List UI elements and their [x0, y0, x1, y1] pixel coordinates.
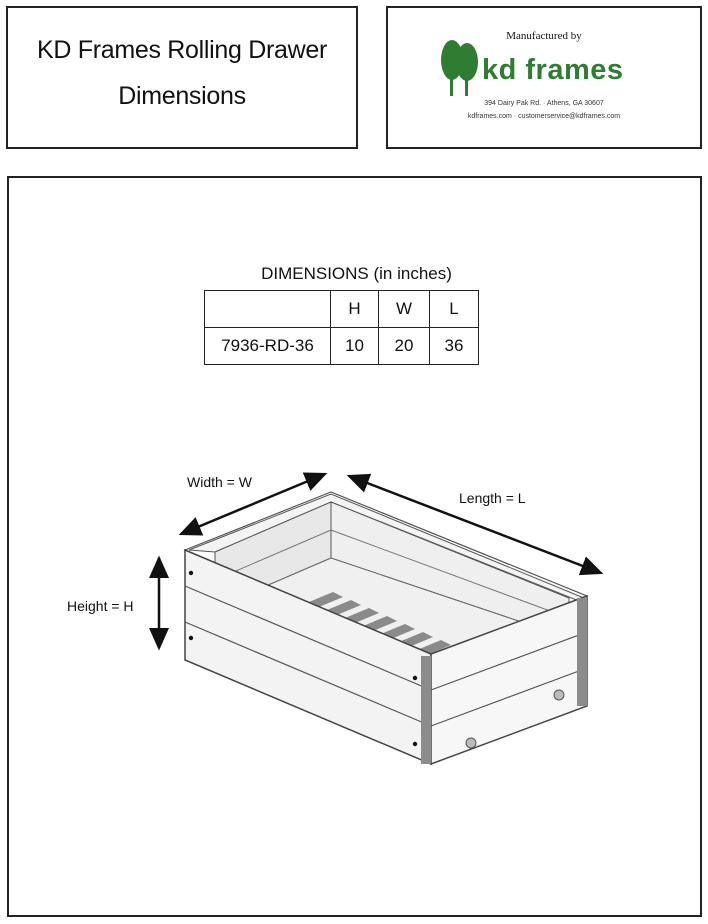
model-cell: 7936-RD-36 [205, 328, 331, 365]
rolling-drawer-illustration [9, 178, 704, 919]
manufactured-by-label: Manufactured by [506, 30, 582, 42]
main-box [7, 176, 702, 917]
height-value-cell: 10 [331, 328, 379, 365]
length-value-cell: 36 [430, 328, 479, 365]
dimensions-heading: DIMENSIONS (in inches) [261, 264, 452, 283]
tree-logo-icon [440, 38, 480, 98]
title-line-1: KD Frames Rolling Drawer [36, 36, 328, 64]
brand-name: kd frames [482, 54, 624, 86]
title-line-2: Dimensions [118, 82, 246, 110]
logo-address: 394 Dairy Pak Rd. · Athens, GA 30607 [484, 100, 604, 107]
length-label: Length = L [459, 490, 526, 506]
logo-contact: kdframes.com · customerservice@kdframes.com [467, 113, 621, 120]
table-header-l: L [430, 291, 479, 328]
height-label: Height = H [67, 598, 134, 614]
title-box [6, 6, 358, 149]
table-header-w: W [379, 291, 430, 328]
table-header-h: H [331, 291, 379, 328]
width-label: Width = W [187, 474, 252, 490]
width-value-cell: 20 [379, 328, 430, 365]
logo-box [386, 6, 702, 149]
